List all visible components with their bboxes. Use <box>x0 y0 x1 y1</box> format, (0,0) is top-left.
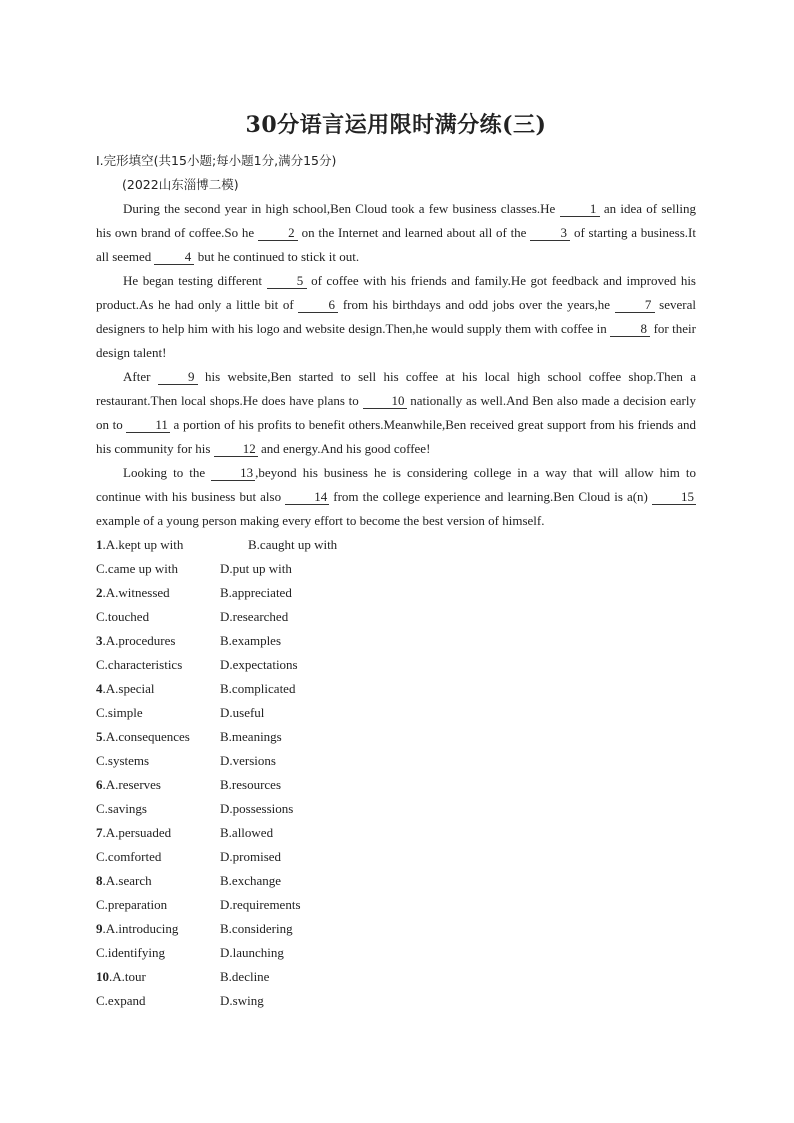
passage-paragraph-3 <box>96 365 696 461</box>
blank-3: 3 <box>530 225 570 241</box>
question-option-a <box>96 917 220 941</box>
question-option-d: D.useful <box>220 705 265 720</box>
option-a-text: .A.witnessed <box>102 585 170 600</box>
question-option-d: D.versions <box>220 753 276 768</box>
question-number: 5 <box>96 729 103 744</box>
blank-1: 1 <box>560 201 600 217</box>
question-option-c: C.expand <box>96 993 146 1008</box>
option-a-text: .A.introducing <box>102 921 179 936</box>
option-a-text: .A.consequences <box>102 729 190 744</box>
option-a-text: .A.tour <box>109 969 146 984</box>
question-option-b: B.decline <box>220 969 270 984</box>
passage-text: During the second year in high school,Ben Cloud took a few business classes.He <box>123 201 560 216</box>
question-2-row-cd <box>96 605 696 629</box>
passage-paragraph-4 <box>96 461 696 533</box>
passage-text: on the Internet and learned about all of the <box>297 225 531 240</box>
passage-paragraph-1 <box>96 197 696 269</box>
passage-source: (2022山东淄博二模) <box>122 177 239 192</box>
passage-text: but he continued to stick it out. <box>194 249 360 264</box>
question-option-d: D.researched <box>220 609 289 624</box>
question-4-row-ab <box>96 677 696 701</box>
question-8-row-ab <box>96 869 696 893</box>
page-title: 30分语言运用限时满分练(三) <box>245 112 547 138</box>
question-option-c: C.systems <box>96 753 150 768</box>
question-option-a <box>96 773 220 797</box>
question-5-row-cd <box>96 749 696 773</box>
question-option-a <box>96 581 220 605</box>
passage-text: Looking to the <box>123 465 212 480</box>
passage-text: of starting a business.It all seemed <box>96 225 696 264</box>
passage-text: from his birthdays and odd jobs over the years,he <box>338 297 615 312</box>
question-option-a <box>96 629 220 653</box>
blank-10: 10 <box>363 393 407 409</box>
question-1-row-ab <box>96 533 696 557</box>
question-list <box>96 533 696 1013</box>
question-number: 10 <box>96 969 109 984</box>
option-a-text: .A.reserves <box>102 777 161 792</box>
question-10-row-cd <box>96 989 696 1013</box>
blank-5: 5 <box>267 273 307 289</box>
blank-4: 4 <box>154 249 194 265</box>
question-option-d: D.possessions <box>220 801 294 816</box>
option-a-text: .A.special <box>102 681 155 696</box>
passage-paragraph-2 <box>96 269 696 365</box>
question-3-row-ab <box>96 629 696 653</box>
question-9-row-ab <box>96 917 696 941</box>
question-number: 8 <box>96 873 103 888</box>
question-number: 7 <box>96 825 103 840</box>
question-number: 1 <box>96 537 103 552</box>
passage-text: several designers to help him with his logo and website design.Then,he would supply them with coffee in <box>96 297 696 336</box>
passage-text: nationally as well.And Ben also made a decision early on to <box>96 393 696 432</box>
question-6-row-ab <box>96 773 696 797</box>
passage-text: from the college experience and learning.Ben Cloud is a(n) <box>329 489 652 504</box>
question-option-d: D.swing <box>220 993 264 1008</box>
question-option-c: C.simple <box>96 705 143 720</box>
question-option-d: D.promised <box>220 849 282 864</box>
question-8-row-cd <box>96 893 696 917</box>
question-2-row-ab <box>96 581 696 605</box>
question-7-row-cd <box>96 845 696 869</box>
question-option-b: B.appreciated <box>220 585 292 600</box>
question-option-b: B.examples <box>220 633 282 648</box>
question-1-row-cd <box>96 557 696 581</box>
question-option-c: C.comforted <box>96 849 162 864</box>
passage-text: of coffee with his friends and family.He got feedback and improved his product.As he had only a little bit of <box>96 273 696 312</box>
question-option-a <box>96 821 220 845</box>
question-4-row-cd <box>96 701 696 725</box>
blank-8: 8 <box>610 321 650 337</box>
question-10-row-ab <box>96 965 696 989</box>
question-option-d: D.expectations <box>220 657 298 672</box>
passage-text: After <box>123 369 158 384</box>
blank-7: 7 <box>615 297 655 313</box>
blank-9: 9 <box>158 369 198 385</box>
passage-text: ,beyond his business he is considering college in a way that will allow him to continue with his business but also <box>96 465 696 504</box>
question-option-c: C.identifying <box>96 945 165 960</box>
question-3-row-cd <box>96 653 696 677</box>
passage-text: his website,Ben started to sell his coffee at his local high school coffee shop.Then a restaurant.Then local shops.He does have plans to <box>96 369 696 408</box>
question-option-b: B.allowed <box>220 825 274 840</box>
question-9-row-cd <box>96 941 696 965</box>
question-option-c: C.came up with <box>96 561 178 576</box>
blank-6: 6 <box>298 297 338 313</box>
question-option-c: C.characteristics <box>96 657 183 672</box>
question-option-d: D.launching <box>220 945 284 960</box>
blank-2: 2 <box>258 225 298 241</box>
question-option-a <box>96 965 220 989</box>
passage-text: an idea of selling his own brand of coffee.So he <box>96 201 696 240</box>
section-heading: Ⅰ.完形填空(共15小题;每小题1分,满分15分) <box>96 153 337 168</box>
question-number: 4 <box>96 681 103 696</box>
option-a-text: .A.kept up with <box>102 537 184 552</box>
question-option-a <box>96 677 220 701</box>
question-7-row-ab <box>96 821 696 845</box>
question-number: 9 <box>96 921 103 936</box>
blank-15: 15 <box>652 489 696 505</box>
question-option-c: C.touched <box>96 609 150 624</box>
passage-text: example of a young person making every effort to become the best version of himself. <box>96 513 545 528</box>
question-option-b: B.resources <box>220 777 282 792</box>
question-option-b: B.meanings <box>220 729 282 744</box>
passage-text: He began testing different <box>123 273 267 288</box>
question-option-a <box>96 725 220 749</box>
worksheet-page <box>96 100 696 1013</box>
question-number: 2 <box>96 585 103 600</box>
question-option-b: B.complicated <box>220 681 296 696</box>
question-5-row-ab <box>96 725 696 749</box>
question-number: 3 <box>96 633 103 648</box>
question-option-b: B.exchange <box>220 873 282 888</box>
question-option-c: C.preparation <box>96 897 168 912</box>
question-6-row-cd <box>96 797 696 821</box>
blank-14: 14 <box>285 489 329 505</box>
question-option-b: B.considering <box>220 921 293 936</box>
passage-text: and energy.And his good coffee! <box>257 441 431 456</box>
question-option-d: D.requirements <box>220 897 301 912</box>
question-option-c: C.savings <box>96 801 147 816</box>
option-a-text: .A.search <box>102 873 152 888</box>
question-option-a <box>96 869 220 893</box>
question-option-b: B.caught up with <box>248 537 338 552</box>
option-a-text: .A.persuaded <box>102 825 172 840</box>
blank-13: 13 <box>211 465 255 481</box>
passage-text: a portion of his profits to benefit others.Meanwhile,Ben received great support from his friends and his community for his <box>96 417 696 456</box>
passage-text: for their design talent! <box>96 321 696 360</box>
option-a-text: .A.procedures <box>102 633 176 648</box>
question-number: 6 <box>96 777 103 792</box>
blank-12: 12 <box>214 441 258 457</box>
blank-11: 11 <box>126 417 170 433</box>
question-option-d: D.put up with <box>220 561 292 576</box>
question-option-a <box>96 533 248 557</box>
